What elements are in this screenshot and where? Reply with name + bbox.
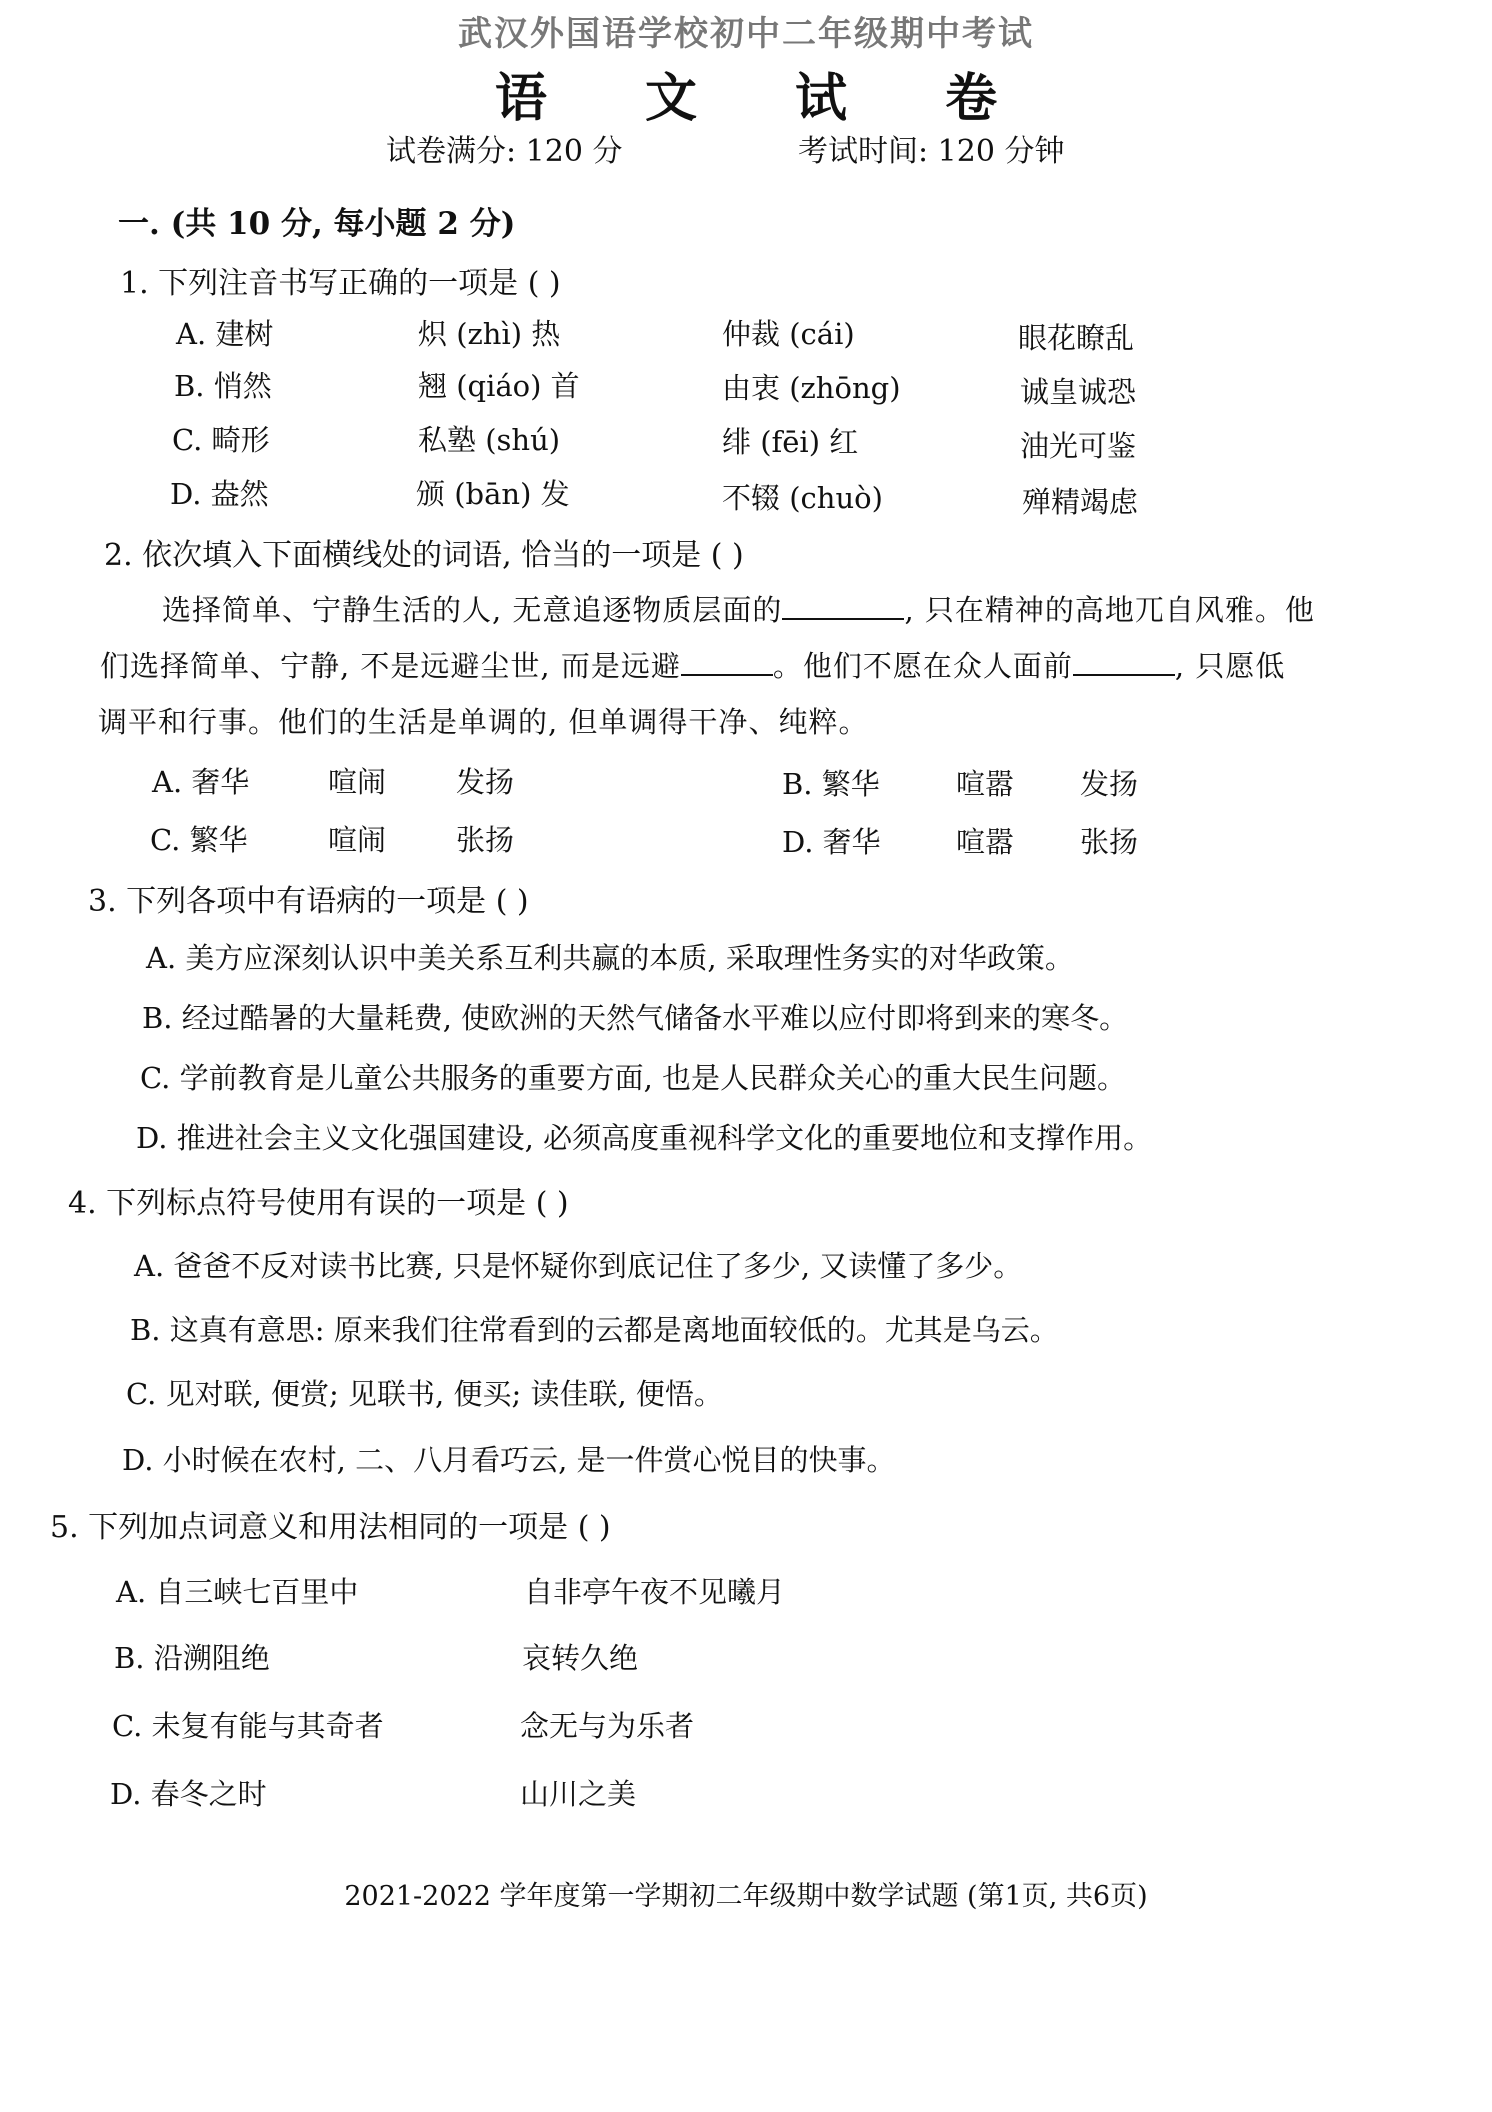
- question-4-stem: 4. 下列标点符号使用有误的一项是 ( ): [68, 1186, 569, 1221]
- q2-option-c-2: 喧闹: [328, 823, 387, 857]
- full-score: 试卷满分: 120 分: [386, 134, 623, 169]
- q2-passage-text: 。他们不愿在众人面前: [772, 649, 1073, 683]
- q2-option-a-2: 喧闹: [328, 765, 387, 799]
- q2-passage-line-2: [100, 644, 1285, 685]
- q3-option-b: B. 经过酷暑的大量耗费, 使欧洲的天然气储备水平难以应付即将到来的寒冬。: [142, 1001, 1129, 1035]
- answer-blank-3: [1073, 652, 1175, 676]
- q1-option-c-1: C. 畸形: [172, 423, 270, 457]
- q4-option-d: D. 小时候在农村, 二、八月看巧云, 是一件赏心悦目的快事。: [122, 1443, 896, 1477]
- q4-option-c: C. 见对联, 便赏; 见联书, 便买; 读佳联, 便悟。: [126, 1377, 723, 1411]
- q3-option-c: C. 学前教育是儿童公共服务的重要方面, 也是人民群众关心的重大民生问题。: [140, 1061, 1127, 1095]
- q2-option-a-1: A. 奢华: [152, 765, 250, 799]
- q1-option-a-2: 炽 (zhì) 热: [418, 317, 561, 351]
- q2-option-b-2: 喧嚣: [956, 767, 1015, 801]
- q5-option-d-1: D. 春冬之时: [110, 1777, 267, 1811]
- q2-option-b-3: 发扬: [1080, 767, 1139, 801]
- page-footer: 2021-2022 学年度第一学期初二年级期中数学试题 (第1页, 共6页): [344, 1881, 1148, 1912]
- q4-option-b: B. 这真有意思: 原来我们往常看到的云都是离地面较低的。尤其是乌云。: [130, 1313, 1059, 1347]
- q1-option-b-1: B. 悄然: [174, 369, 272, 403]
- q2-passage-line-1: [162, 588, 1315, 629]
- q1-option-b-2: 翘 (qiáo) 首: [418, 369, 580, 403]
- q2-option-c-3: 张扬: [456, 823, 515, 857]
- answer-blank-2: [681, 652, 773, 676]
- q5-option-c-1: C. 未复有能与其奇者: [112, 1709, 384, 1743]
- q1-option-c-3: 绯 (fēi) 红: [722, 425, 859, 459]
- section-title: 一. (共 10 分, 每小题 2 分): [118, 206, 516, 242]
- q2-passage-line-3: 调平和行事。他们的生活是单调的, 但单调得干净、纯粹。: [98, 705, 869, 739]
- q1-option-c-2: 私塾 (shú): [418, 423, 561, 457]
- q2-passage-text: 们选择简单、宁静, 不是远避尘世, 而是远避: [100, 649, 681, 683]
- q2-option-d-1: D. 奢华: [782, 825, 881, 859]
- q5-option-b-1: B. 沿溯阻绝: [114, 1641, 270, 1675]
- q1-option-d-3: 不辍 (chuò): [722, 481, 883, 515]
- q2-passage-text: , 只愿低: [1174, 649, 1286, 683]
- q1-option-d-2: 颁 (bān) 发: [416, 477, 570, 511]
- q5-option-a-1: A. 自三峡七百里中: [116, 1575, 359, 1609]
- question-2-stem: 2. 依次填入下面横线处的词语, 恰当的一项是 ( ): [104, 538, 744, 573]
- q2-passage-text: 选择简单、宁静生活的人, 无意追逐物质层面的: [162, 593, 783, 627]
- q2-option-d-2: 喧嚣: [956, 825, 1015, 859]
- q1-option-b-3: 由衷 (zhōng): [722, 371, 901, 405]
- q1-option-d-4: 殚精竭虑: [1022, 485, 1139, 519]
- q1-option-d-1: D. 盎然: [170, 477, 269, 511]
- q2-passage-text: , 只在精神的高地兀自风雅。他: [904, 593, 1315, 627]
- q5-option-a-2: 自非亭午夜不见曦月: [524, 1575, 786, 1609]
- question-5-stem: 5. 下列加点词意义和用法相同的一项是 ( ): [50, 1510, 611, 1545]
- q5-option-b-2: 哀转久绝: [522, 1641, 639, 1675]
- q2-option-b-1: B. 繁华: [782, 767, 880, 801]
- q1-option-a-1: A. 建树: [176, 317, 274, 351]
- q3-option-d: D. 推进社会主义文化强国建设, 必须高度重视科学文化的重要地位和支撑作用。: [136, 1121, 1153, 1155]
- answer-blank-1: [782, 596, 904, 620]
- question-3-stem: 3. 下列各项中有语病的一项是 ( ): [88, 884, 529, 919]
- q3-option-a: A. 美方应深刻认识中美关系互利共赢的本质, 采取理性务实的对华政策。: [146, 941, 1074, 975]
- exam-time: 考试时间: 120 分钟: [798, 134, 1065, 169]
- q2-option-c-1: C. 繁华: [150, 823, 248, 857]
- q5-option-d-2: 山川之美: [520, 1777, 637, 1811]
- q5-option-c-2: 念无与为乐者: [520, 1709, 695, 1743]
- school-header: 武汉外国语学校初中二年级期中考试: [458, 14, 1034, 54]
- q2-option-d-3: 张扬: [1080, 825, 1139, 859]
- exam-title: 语 文 试 卷: [494, 68, 1038, 129]
- question-1-stem: 1. 下列注音书写正确的一项是 ( ): [120, 266, 561, 301]
- q2-option-a-3: 发扬: [456, 765, 515, 799]
- q1-option-a-4: 眼花瞭乱: [1018, 321, 1135, 355]
- q1-option-c-4: 油光可鉴: [1020, 429, 1137, 463]
- q1-option-a-3: 仲裁 (cái): [722, 317, 855, 351]
- q4-option-a: A. 爸爸不反对读书比赛, 只是怀疑你到底记住了多少, 又读懂了多少。: [134, 1249, 1023, 1283]
- q1-option-b-4: 诚皇诚恐: [1020, 375, 1137, 409]
